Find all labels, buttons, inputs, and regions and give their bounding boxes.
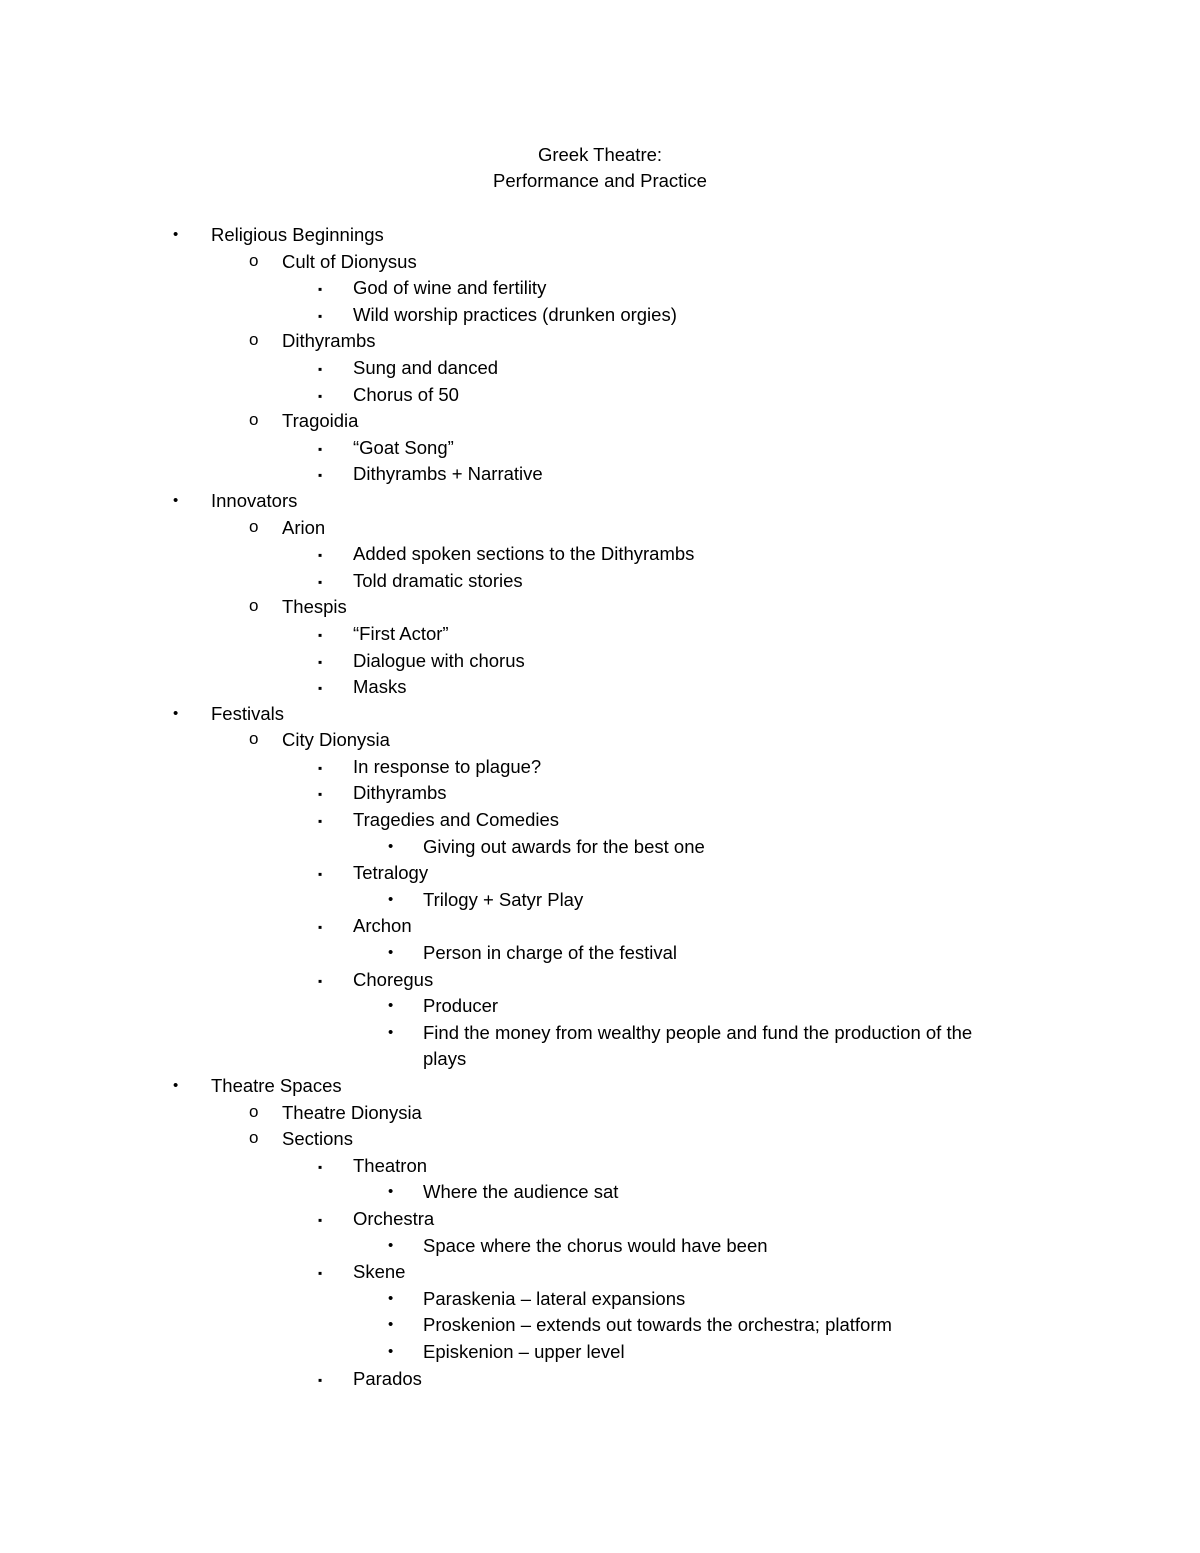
outline-item-text: Religious Beginnings (211, 224, 384, 245)
outline-item-level-2 (0, 408, 1200, 435)
outline-item-text: “Goat Song” (353, 436, 454, 458)
bullet-icon: ▪ (318, 388, 323, 403)
outline-item-text: Sung and danced (353, 356, 499, 378)
outline-item-level-4 (0, 940, 1200, 967)
outline-continuation (0, 1046, 1200, 1073)
outline-item-text: Proskenion – extends out towards the orchestra; platform (423, 1314, 892, 1336)
outline-item-text: God of wine and fertility (353, 277, 547, 299)
outline-item-level-4 (0, 1020, 1200, 1047)
bullet-icon: • (388, 1023, 394, 1041)
outline-item-level-3 (0, 541, 1200, 568)
outline-item-level-4 (0, 1312, 1200, 1339)
outline-item-text: Masks (353, 676, 407, 698)
document-title (0, 142, 1200, 194)
bullet-icon: ▪ (318, 627, 323, 642)
bullet-icon: • (388, 1236, 394, 1254)
outline-item-level-3 (0, 1259, 1200, 1286)
outline-item-level-3 (0, 435, 1200, 462)
bullet-icon: o (249, 250, 259, 270)
bullet-icon: o (249, 410, 259, 430)
outline-item-level-4 (0, 834, 1200, 861)
outline-item-level-4 (0, 1339, 1200, 1366)
bullet-icon: • (388, 1342, 394, 1360)
outline-item-text: Festivals (211, 702, 284, 724)
outline-item-text: plays (423, 1048, 467, 1070)
title-line-1: Greek Theatre: (537, 144, 663, 165)
outline-item-text: Archon (353, 915, 412, 937)
bullet-icon: ▪ (318, 308, 323, 323)
outline-item-level-4 (0, 1233, 1200, 1260)
bullet-icon: ▪ (318, 760, 323, 775)
bullet-icon: ▪ (318, 787, 323, 802)
outline-item-level-3 (0, 355, 1200, 382)
outline-item-level-4 (0, 1179, 1200, 1206)
bullet-icon: ▪ (318, 468, 323, 483)
bullet-icon: ▪ (318, 441, 323, 456)
outline-item-text: Orchestra (353, 1207, 435, 1229)
outline-item-text: Cult of Dionysus (282, 250, 417, 272)
bullet-icon: ▪ (318, 361, 323, 376)
outline-item-level-2 (0, 594, 1200, 621)
outline-item-text: Theatron (353, 1154, 428, 1176)
bullet-icon: • (388, 1289, 394, 1307)
outline-item-level-3 (0, 967, 1200, 994)
outline-item-text: Theatre Spaces (211, 1075, 342, 1096)
outline-item-text: Skene (353, 1261, 406, 1283)
outline-item-level-2 (0, 1100, 1200, 1127)
outline-item-text: Chorus of 50 (353, 383, 459, 405)
bullet-icon: ▪ (318, 681, 323, 696)
outline-item-level-2 (0, 727, 1200, 754)
outline-item-level-3 (0, 807, 1200, 834)
bullet-icon: ▪ (318, 282, 323, 297)
outline-item-text: Producer (423, 995, 499, 1017)
bullet-icon: • (388, 890, 394, 908)
outline-item-text: Paraskenia – lateral expansions (423, 1287, 686, 1309)
bullet-icon: ▪ (318, 654, 323, 669)
outline-item-level-4 (0, 993, 1200, 1020)
outline-item-level-1 (0, 488, 1200, 515)
bullet-icon: ▪ (318, 867, 323, 882)
outline-item-text: Dialogue with chorus (353, 649, 525, 671)
bullet-icon: ▪ (318, 973, 323, 988)
bullet-icon: o (249, 729, 259, 749)
outline-item-level-3 (0, 568, 1200, 595)
outline-item-text: Trilogy + Satyr Play (423, 888, 584, 910)
outline-item-text: Dithyrambs (282, 330, 376, 352)
outline-item-level-3 (0, 382, 1200, 409)
outline-item-level-1 (0, 1073, 1200, 1100)
bullet-icon: ▪ (318, 1372, 323, 1387)
outline-item-level-3 (0, 1206, 1200, 1233)
outline-item-level-3 (0, 1366, 1200, 1393)
outline-item-level-3 (0, 1153, 1200, 1180)
outline-item-level-3 (0, 754, 1200, 781)
outline-item-level-3 (0, 302, 1200, 329)
outline-item-level-3 (0, 621, 1200, 648)
outline-item-level-3 (0, 648, 1200, 675)
bullet-icon: • (388, 944, 394, 962)
bullet-icon: • (388, 1316, 394, 1334)
outline-item-text: Tetralogy (353, 862, 429, 884)
bullet-icon: • (173, 491, 179, 509)
outline-item-text: Sections (282, 1128, 353, 1150)
bullet-icon: • (173, 704, 179, 722)
outline-item-text: Tragedies and Comedies (353, 809, 560, 831)
bullet-icon: ▪ (318, 548, 323, 563)
outline-item-text: Tragoidia (282, 410, 359, 432)
outline-item-level-1 (0, 222, 1200, 249)
outline-item-level-3 (0, 860, 1200, 887)
bullet-icon: o (249, 516, 259, 536)
outline-item-level-2 (0, 328, 1200, 355)
outline-item-text: City Dionysia (282, 729, 390, 751)
outline-item-text: Person in charge of the festival (423, 942, 678, 964)
bullet-icon: • (173, 1077, 179, 1094)
outline-item-level-3 (0, 780, 1200, 807)
outline-item-text: Dithyrambs + Narrative (353, 463, 543, 485)
bullet-icon: ▪ (318, 1266, 323, 1281)
outline-item-text: Added spoken sections to the Dithyrambs (353, 543, 695, 565)
bullet-icon: • (388, 837, 394, 855)
bullet-icon: o (249, 1101, 259, 1121)
outline-item-text: Choregus (353, 968, 434, 990)
outline-item-text: Find the money from wealthy people and fund the production of the (423, 1021, 973, 1043)
outline-item-level-3 (0, 275, 1200, 302)
outline-item-text: Episkenion – upper level (423, 1340, 625, 1362)
bullet-icon: o (249, 596, 259, 616)
bullet-icon: ▪ (318, 1159, 323, 1174)
bullet-icon: • (388, 1183, 394, 1201)
outline-item-text: In response to plague? (353, 755, 542, 777)
outline-item-level-3 (0, 461, 1200, 488)
outline-item-text: Giving out awards for the best one (423, 835, 705, 857)
bullet-icon: ▪ (318, 920, 323, 935)
title-line-2: Performance and Practice (493, 170, 707, 191)
bullet-icon: o (249, 1128, 259, 1148)
outline-item-text: Where the audience sat (423, 1181, 619, 1203)
outline-item-level-3 (0, 913, 1200, 940)
outline-item-text: Parados (353, 1367, 422, 1389)
bullet-icon: ▪ (318, 574, 323, 589)
outline-item-text: Wild worship practices (drunken orgies) (353, 303, 677, 325)
outline-item-level-1 (0, 701, 1200, 728)
outline-item-text: Arion (282, 516, 326, 538)
outline-list (0, 222, 1200, 1392)
outline-item-text: Innovators (211, 489, 298, 511)
outline-item-text: Told dramatic stories (353, 569, 523, 591)
bullet-icon: ▪ (318, 1212, 323, 1227)
bullet-icon: • (173, 226, 179, 243)
outline-item-text: Dithyrambs (353, 782, 447, 804)
outline-item-level-4 (0, 1286, 1200, 1313)
outline-item-level-2 (0, 249, 1200, 276)
bullet-icon: o (249, 330, 259, 350)
outline-item-text: Theatre Dionysia (282, 1101, 422, 1123)
outline-item-text: Thespis (282, 596, 347, 618)
bullet-icon: • (388, 997, 394, 1015)
bullet-icon: ▪ (318, 814, 323, 829)
outline-item-level-2 (0, 1126, 1200, 1153)
outline-item-level-2 (0, 515, 1200, 542)
outline-item-level-3 (0, 674, 1200, 701)
outline-item-text: “First Actor” (353, 622, 449, 644)
outline-item-text: Space where the chorus would have been (423, 1234, 768, 1256)
outline-item-level-4 (0, 887, 1200, 914)
